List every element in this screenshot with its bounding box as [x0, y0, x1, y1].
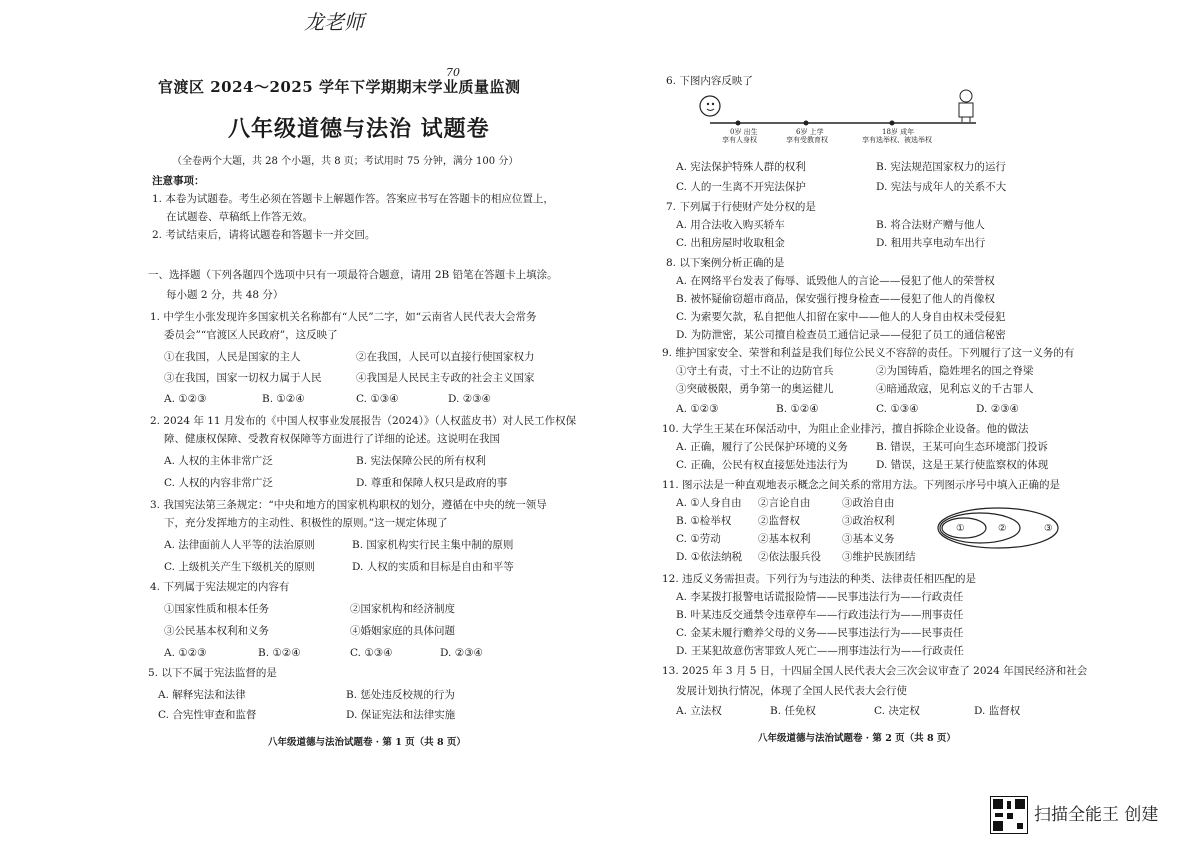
answer-option: C. 合宪性审查和监督 — [158, 709, 257, 721]
question-stem: 6. 下图内容反映了 — [666, 75, 753, 87]
answer-option: C. 人权的内容非常广泛 — [164, 477, 273, 489]
exam-heading: 官渡区 2024～2025 学年下学期期末学业质量监测 — [158, 78, 521, 96]
answer-option: B. ①②④ — [258, 647, 301, 659]
answer-option: A. ①②③ — [676, 403, 719, 415]
answer-option: B. 惩处违反校规的行为 — [346, 689, 455, 701]
notice-heading: 注意事项： — [152, 175, 205, 187]
answer-option-part: ②监督权 — [758, 515, 800, 527]
answer-option: B. 国家机构实行民主集中制的原则 — [352, 539, 514, 551]
question-stem: 10. 大学生王某在环保活动中，为阻止企业排污，擅自拆除企业设备。他的做法 — [662, 423, 1029, 435]
answer-option: D. ②③④ — [440, 647, 483, 659]
answer-option: C. ①③④ — [876, 403, 919, 415]
diagram-label: ① — [956, 523, 965, 534]
handwritten-signature: 龙老师 — [304, 10, 364, 34]
timeline-label: 享有受教育权 — [786, 136, 828, 144]
qr-code-icon — [990, 796, 1028, 834]
answer-option: D. 租用共享电动车出行 — [876, 237, 986, 249]
question-item: ④暗通敌寇，见利忘义的千古罪人 — [876, 383, 1034, 395]
question-item: ①在我国，人民是国家的主人 — [164, 351, 301, 363]
answer-option: C. ①③④ — [356, 393, 399, 405]
question-stem: 4. 下列属于宪法规定的内容有 — [150, 581, 290, 593]
diagram-label: ② — [998, 523, 1007, 534]
answer-option-part: ②言论自由 — [758, 497, 811, 509]
question-stem: 11. 图示法是一种直观地表示概念之间关系的常用方法。下列图示序号中填入正确的是 — [662, 479, 1061, 491]
answer-option: A. 李某拨打报警电话谎报险情——民事违法行为——行政责任 — [676, 591, 964, 603]
answer-option: A. ①②③ — [164, 393, 207, 405]
question-stem-cont: 下，充分发挥地方的主动性、积极性的原则。”这一规定体现了 — [164, 517, 448, 529]
question-stem: 1. 中学生小张发现许多国家机关名称都有“人民”二字，如“云南省人民代表大会常务 — [150, 311, 537, 323]
answer-option: B. 任免权 — [770, 705, 816, 717]
answer-option: C. ①劳动 — [676, 533, 721, 545]
answer-option: D. 错误，这是王某行使监察权的体现 — [876, 459, 1049, 471]
diagram-label: ③ — [1044, 523, 1053, 534]
answer-option: B. ①检举权 — [676, 515, 732, 527]
timeline-label: 享有人身权 — [722, 136, 757, 144]
section-heading: 一、选择题（下列各题四个选项中只有一项最符合题意，请用 2B 铅笔在答题卡上填涂。 — [148, 269, 558, 281]
timeline-node — [890, 121, 895, 126]
question-item: ④我国是人民民主专政的社会主义国家 — [356, 372, 535, 384]
answer-option: C. ①③④ — [350, 647, 393, 659]
answer-option: D. 监督权 — [974, 705, 1021, 717]
question-item: ④婚姻家庭的具体问题 — [350, 625, 455, 637]
notice-line: 在试题卷、草稿纸上作答无效。 — [166, 211, 313, 223]
timeline-label: 享有选举权、被选举权 — [862, 136, 932, 144]
timeline-node — [736, 121, 741, 126]
answer-option: D. 王某犯故意伤害罪致人死亡——刑事违法行为——行政责任 — [676, 645, 964, 657]
answer-option: D. 尊重和保障人权只是政府的事 — [356, 477, 508, 489]
question-item: ①国家性质和根本任务 — [164, 603, 269, 615]
exam-subtitle: （全卷两个大题，共 28 个小题，共 8 页；考试用时 75 分钟，满分 100 分） — [172, 156, 519, 167]
question-stem: 7. 下列属于行使财产处分权的是 — [666, 201, 816, 213]
adult-figure-icon — [959, 90, 973, 122]
question-item: ③在我国，国家一切权力属于人民 — [164, 372, 322, 384]
answer-option: D. 人权的实质和目标是自由和平等 — [352, 561, 514, 573]
answer-option: A. 用合法收入购买轿车 — [676, 219, 785, 231]
section-heading-cont: 每小题 2 分，共 48 分） — [166, 289, 284, 301]
answer-option: C. 决定权 — [874, 705, 920, 717]
answer-option: A. 立法权 — [676, 705, 722, 717]
question-stem: 12. 违反义务需担责。下列行为与违法的种类、法律责任相匹配的是 — [662, 573, 977, 585]
question-item: ③公民基本权利和义务 — [164, 625, 269, 637]
answer-option-part: ③政治自由 — [842, 497, 895, 509]
answer-option: A. ①②③ — [164, 647, 207, 659]
question-stem-cont: 发展计划执行情况，体现了全国人民代表大会行使 — [676, 685, 907, 697]
answer-option: D. 保证宪法和法律实施 — [346, 709, 456, 721]
answer-option: A. 解释宪法和法律 — [158, 689, 246, 701]
answer-option-part: ③维护民族团结 — [842, 551, 916, 563]
answer-option: C. 出租房屋时收取租金 — [676, 237, 785, 249]
question-stem: 8. 以下案例分析正确的是 — [666, 257, 785, 269]
answer-option: B. ①②④ — [776, 403, 819, 415]
page-footer: 八年级道德与法治试题卷 · 第 2 页（共 8 页） — [758, 733, 956, 744]
notice-line: 2. 考试结束后，请将试题卷和答题卡一并交回。 — [152, 229, 376, 241]
timeline-node — [804, 121, 809, 126]
answer-option: C. 金某未履行赡养父母的义务——民事违法行为——民事责任 — [676, 627, 964, 639]
answer-option-part: ②依法服兵役 — [758, 551, 821, 563]
question-stem: 5. 以下不属于宪法监督的是 — [148, 667, 277, 679]
answer-option: D. 为防泄密，某公司擅自检查员工通信记录——侵犯了员工的通信秘密 — [676, 329, 1006, 341]
answer-option: C. 上级机关产生下级机关的原则 — [164, 561, 315, 573]
handwritten-mark: 70 — [446, 66, 460, 79]
answer-option-part: ②基本权利 — [758, 533, 811, 545]
question-stem: 2. 2024 年 11 月发布的《中国人权事业发展报告（2024）》（人权蓝皮书）对人民工作权保 — [150, 415, 577, 427]
answer-option-part: ③基本义务 — [842, 533, 895, 545]
answer-option: D. 宪法与成年人的关系不大 — [876, 181, 1007, 193]
question-item: ②在我国，人民可以直接行使国家权力 — [356, 351, 535, 363]
answer-option: D. ②③④ — [448, 393, 491, 405]
answer-option: C. 人的一生离不开宪法保护 — [676, 181, 806, 193]
answer-option: A. 宪法保护特殊人群的权利 — [676, 161, 806, 173]
question-item: ③突破极限，勇争第一的奥运健儿 — [676, 383, 834, 395]
question-item: ②国家机构和经济制度 — [350, 603, 455, 615]
answer-option: A. 正确，履行了公民保护环境的义务 — [676, 441, 848, 453]
answer-option: A. 法律面前人人平等的法治原则 — [164, 539, 315, 551]
exam-title: 八年级道德与法治 试题卷 — [228, 116, 490, 142]
answer-option: B. 将合法财产赠与他人 — [876, 219, 985, 231]
question-stem: 3. 我国宪法第三条规定：“中央和地方的国家机构职权的划分，遵循在中央的统一领导 — [150, 499, 547, 511]
notice-line: 1. 本卷为试题卷。考生必须在答题卡上解题作答。答案应书写在答题卡的相应位置上， — [152, 193, 554, 205]
question-stem: 13. 2025 年 3 月 5 日，十四届全国人民代表大会三次会议审查了 2024 年国民经济和社会 — [662, 665, 1088, 677]
answer-option: C. 正确，公民有权直接惩处违法行为 — [676, 459, 848, 471]
page-footer: 八年级道德与法治试题卷 · 第 1 页（共 8 页） — [268, 737, 466, 748]
scanner-brand-text: 扫描全能王 创建 — [1034, 805, 1159, 825]
question-stem-cont: 障、健康权保障、受教育权保障等方面进行了详细的论述。这说明在我国 — [164, 433, 500, 445]
answer-option: B. 宪法规范国家权力的运行 — [876, 161, 1006, 173]
answer-option: B. 被怀疑偷窃超市商品，保安强行搜身检查——侵犯了他人的肖像权 — [676, 293, 995, 305]
answer-option: B. 错误，王某可向生态环境部门投诉 — [876, 441, 1048, 453]
answer-option: A. 人权的主体非常广泛 — [164, 455, 273, 467]
question-stem-cont: 委员会”“官渡区人民政府”，这反映了 — [164, 329, 338, 341]
answer-option-part: ③政治权利 — [842, 515, 895, 527]
answer-option: B. 宪法保障公民的所有权利 — [356, 455, 486, 467]
timeline-label: 18岁 成年 — [882, 128, 915, 136]
answer-option: D. ①依法纳税 — [676, 551, 743, 563]
answer-option: B. 叶某违反交通禁令违章停车——行政违法行为——刑事责任 — [676, 609, 964, 621]
answer-option: D. ②③④ — [976, 403, 1019, 415]
timeline-label: 0岁 出生 — [730, 128, 758, 136]
answer-option: C. 为索要欠款，私自把他人扣留在家中——他人的人身自由权未受侵犯 — [676, 311, 1006, 323]
question-stem: 9. 维护国家安全、荣誉和利益是我们每位公民义不容辞的责任。下列履行了这一义务的有 — [662, 347, 1075, 359]
question-item: ②为国铸盾，隐姓埋名的国之脊梁 — [876, 365, 1034, 377]
answer-option: A. ①人身自由 — [676, 497, 742, 509]
timeline-label: 6岁 上学 — [796, 128, 824, 136]
exam-page-2 — [600, 0, 1200, 848]
answer-option: B. ①②④ — [262, 393, 305, 405]
answer-option: A. 在网络平台发表了侮辱、诋毁他人的言论——侵犯了他人的荣誉权 — [676, 275, 995, 287]
question-item: ①守土有责，寸土不让的边防官兵 — [676, 365, 834, 377]
baby-icon — [700, 96, 720, 116]
